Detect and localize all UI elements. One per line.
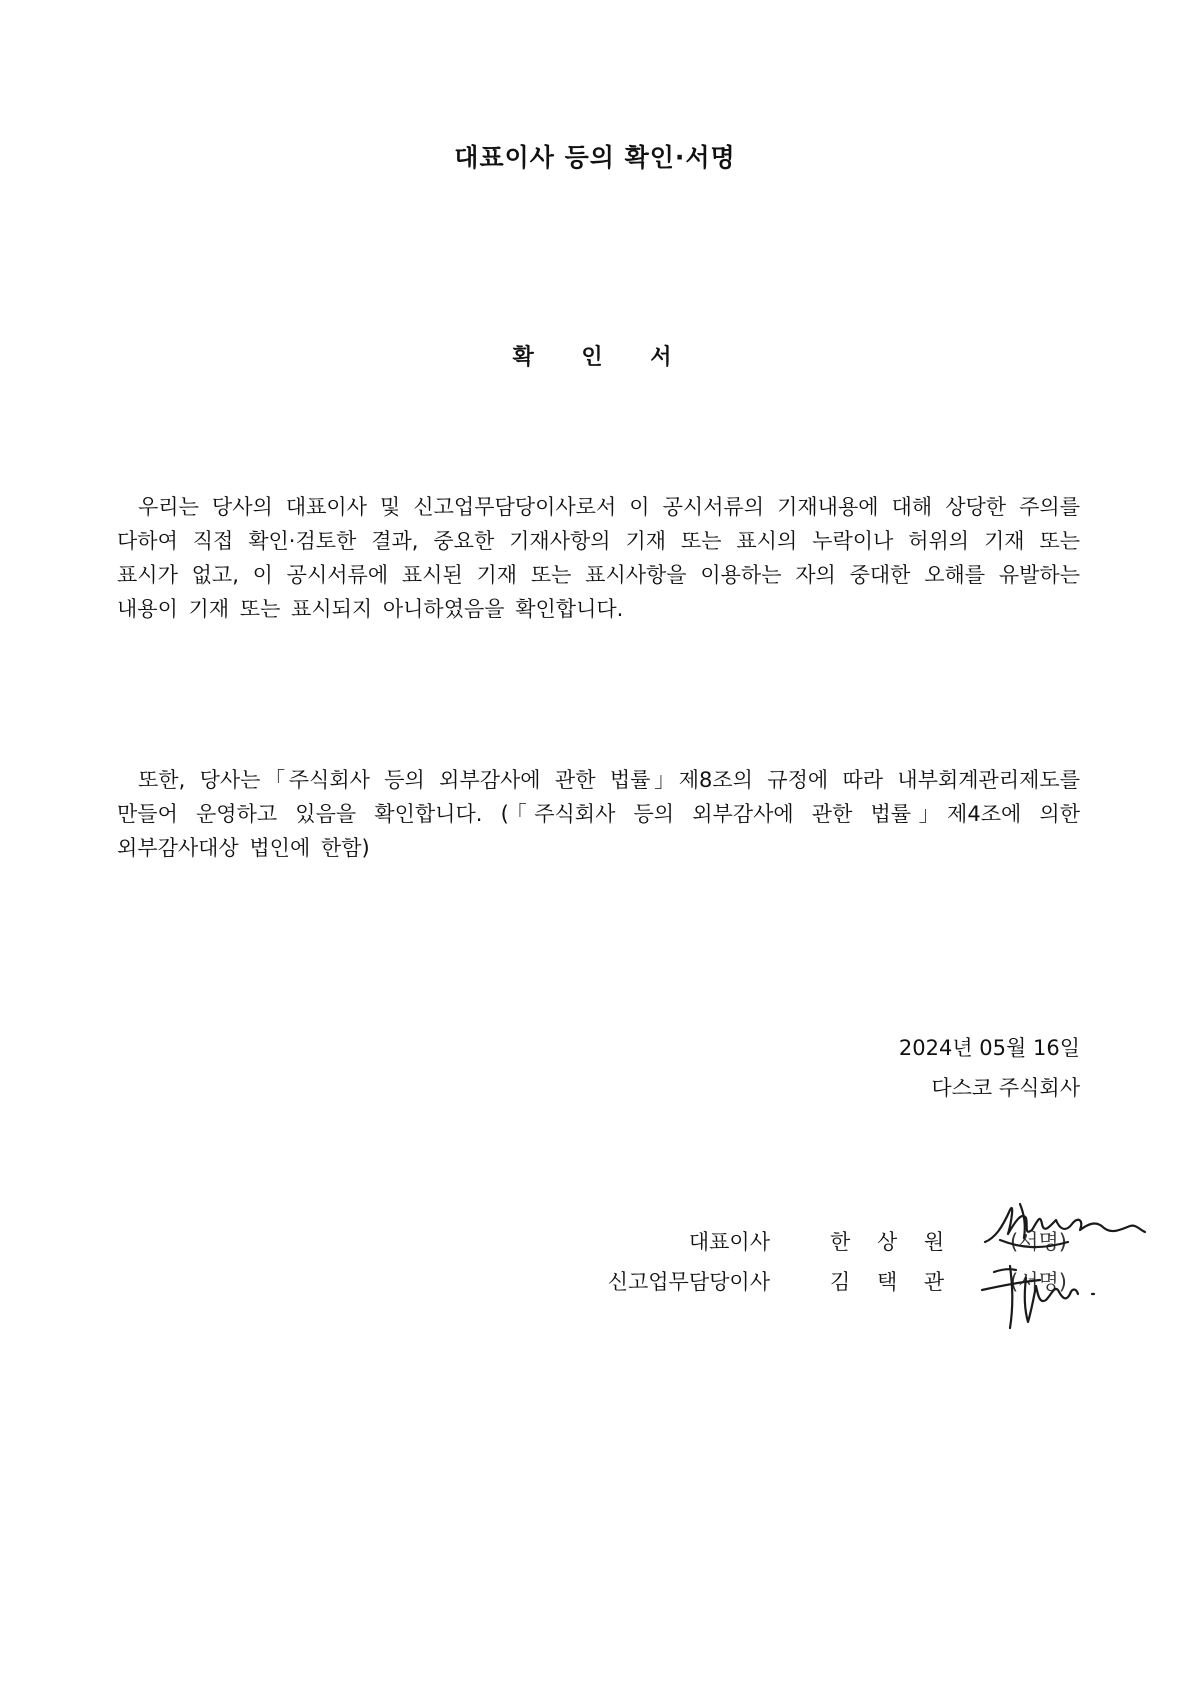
signatory-role: 신고업무담당이사 — [607, 1270, 770, 1294]
company-name: 다스코 주식회사 — [931, 1076, 1080, 1100]
document-heading: 확 인 서 — [512, 345, 692, 370]
signatory-name: 김 택 관 — [830, 1270, 955, 1294]
ceo-signature-stroke — [985, 1204, 1145, 1247]
signatory-role: 대표이사 — [688, 1230, 770, 1254]
director-signature-stroke — [982, 1266, 1094, 1328]
internal-control-paragraph: 또한, 당사는「주식회사 등의 외부감사에 관한 법률」제8조의 규정에 따라 내부회계관리제도를 만들어 운영하고 있음을 확인합니다. (「주식회사 등의 외부감사에 관한 법률」제4조에 의한 외부감사대상 법인에 한함) — [117, 768, 1080, 860]
document-date: 2024년 05월 16일 — [898, 1036, 1080, 1060]
signature-mark-label: (서명) — [1010, 1270, 1067, 1294]
signature-mark-label: (서명) — [1010, 1230, 1067, 1254]
confirmation-paragraph: 우리는 당사의 대표이사 및 신고업무담당이사로서 이 공시서류의 기재내용에 대해 상당한 주의를 다하여 직접 확인·검토한 결과, 중요한 기재사항의 기재 또는 표시의 누락이나 허위의 기재 또는 표시가 없고, 이 공시서류에 표시된 기재 또는 표시사항을 이용하는 자의 중대한 오해를 유발하는 내용이 기재 또는 표시되지 아니하였음을 확인합니다. — [117, 495, 1080, 621]
page-title: 대표이사 등의 확인·서명 — [454, 143, 736, 172]
handwritten-signatures — [980, 1190, 1150, 1330]
signatory-name: 한 상 원 — [830, 1230, 955, 1254]
